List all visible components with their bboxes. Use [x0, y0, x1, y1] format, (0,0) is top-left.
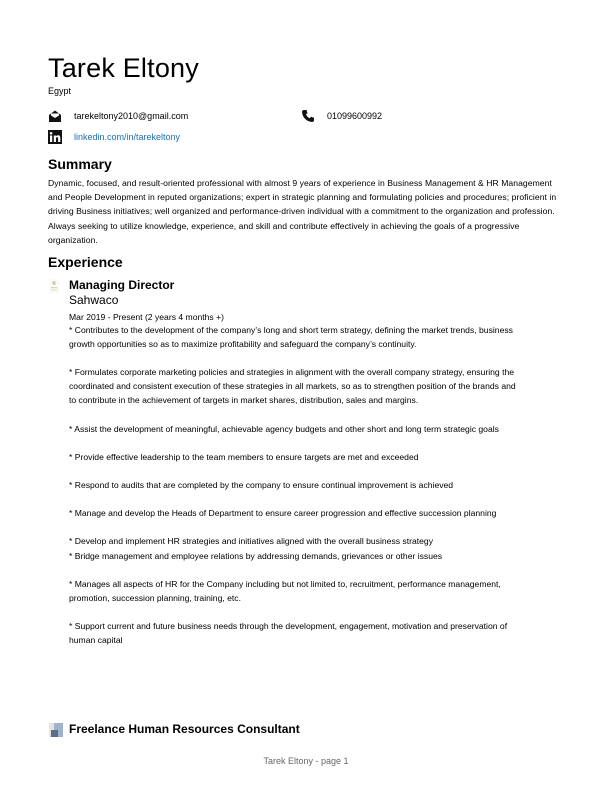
- bullet-item: * Contributes to the development of the company’s long and short term strategy, defining the market trends, business growth opportunities so as to maximize profitability and safeguard the company’s continuity.: [69, 325, 513, 350]
- bullet-item: * Provide effective leadership to the team members to ensure targets are met and exceeded: [69, 451, 419, 462]
- envelope-icon: [48, 109, 62, 123]
- job-title: Managing Director: [69, 278, 175, 292]
- summary-text: Dynamic, focused, and result-oriented professional with almost 9 years of experience in Business Management & HR Management and People Development in reputed organizations; expert in strategic planning and formulating policies and procedures; proficient in driving Business initiatives; well organized and performance-driven individual with a commitment to the organization and profession. Always seeking to utilize knowledge, experience, and skill and contribute effectively in achieving the goals of a progressive organization.: [48, 178, 557, 245]
- email-contact: [48, 109, 188, 123]
- job-bullets: [69, 323, 524, 661]
- bullet-item: * Manage and develop the Heads of Department to ensure career progression and effective succession planning: [69, 508, 497, 519]
- bullet-item: * Support current and future business needs through the development, engagement, motivation and preservation of human capital: [69, 620, 508, 646]
- bullet-item: * Assist the development of meaningful, achievable agency budgets and other short and long term strategic goals: [69, 423, 499, 434]
- candidate-name: Tarek Eltony: [48, 53, 199, 83]
- email-text[interactable]: tarekeltony2010@gmail.com: [74, 111, 189, 121]
- company-name: Sahwaco: [69, 293, 119, 307]
- page-footer: Tarek Eltony - page 1: [263, 756, 349, 766]
- location: Egypt: [48, 86, 72, 96]
- bullet-item: * Manages all aspects of HR for the Company including but not limited to, recruitment, performance management, promotion, succession planning, training, etc.: [69, 578, 501, 603]
- company-logo-icon: [49, 279, 63, 293]
- phone-contact: [301, 109, 382, 123]
- experience-heading: Experience: [48, 254, 123, 270]
- phone-icon: [301, 109, 315, 123]
- bullet-item: * Formulates corporate marketing policies and strategies in alignment with the overall company strategy, ensuring the coordinated and consistent execution of these strategies in all markets, so as to strengthen position of the brands and to contribute in the achievement of targets in market shares, distribution, sales and margins.: [69, 367, 516, 406]
- linkedin-icon: [48, 130, 62, 144]
- job-dates: Mar 2019 - Present (2 years 4 months +): [69, 312, 224, 322]
- linkedin-link[interactable]: linkedin.com/in/tarekeltony: [74, 132, 181, 142]
- bullet-item: * Respond to audits that are completed by the company to ensure continual improvement is achieved: [69, 480, 454, 491]
- summary-heading: Summary: [48, 156, 112, 172]
- bullet-item: * Bridge management and employee relations by addressing demands, grievances or other issues: [69, 550, 443, 561]
- job-title: Freelance Human Resources Consultant: [69, 722, 300, 736]
- linkedin-contact: [48, 130, 180, 144]
- bullet-item: * Develop and implement HR strategies and initiatives aligned with the overall business strategy: [69, 536, 433, 547]
- company-logo-icon: [49, 723, 63, 737]
- phone-text: 01099600992: [327, 111, 383, 121]
